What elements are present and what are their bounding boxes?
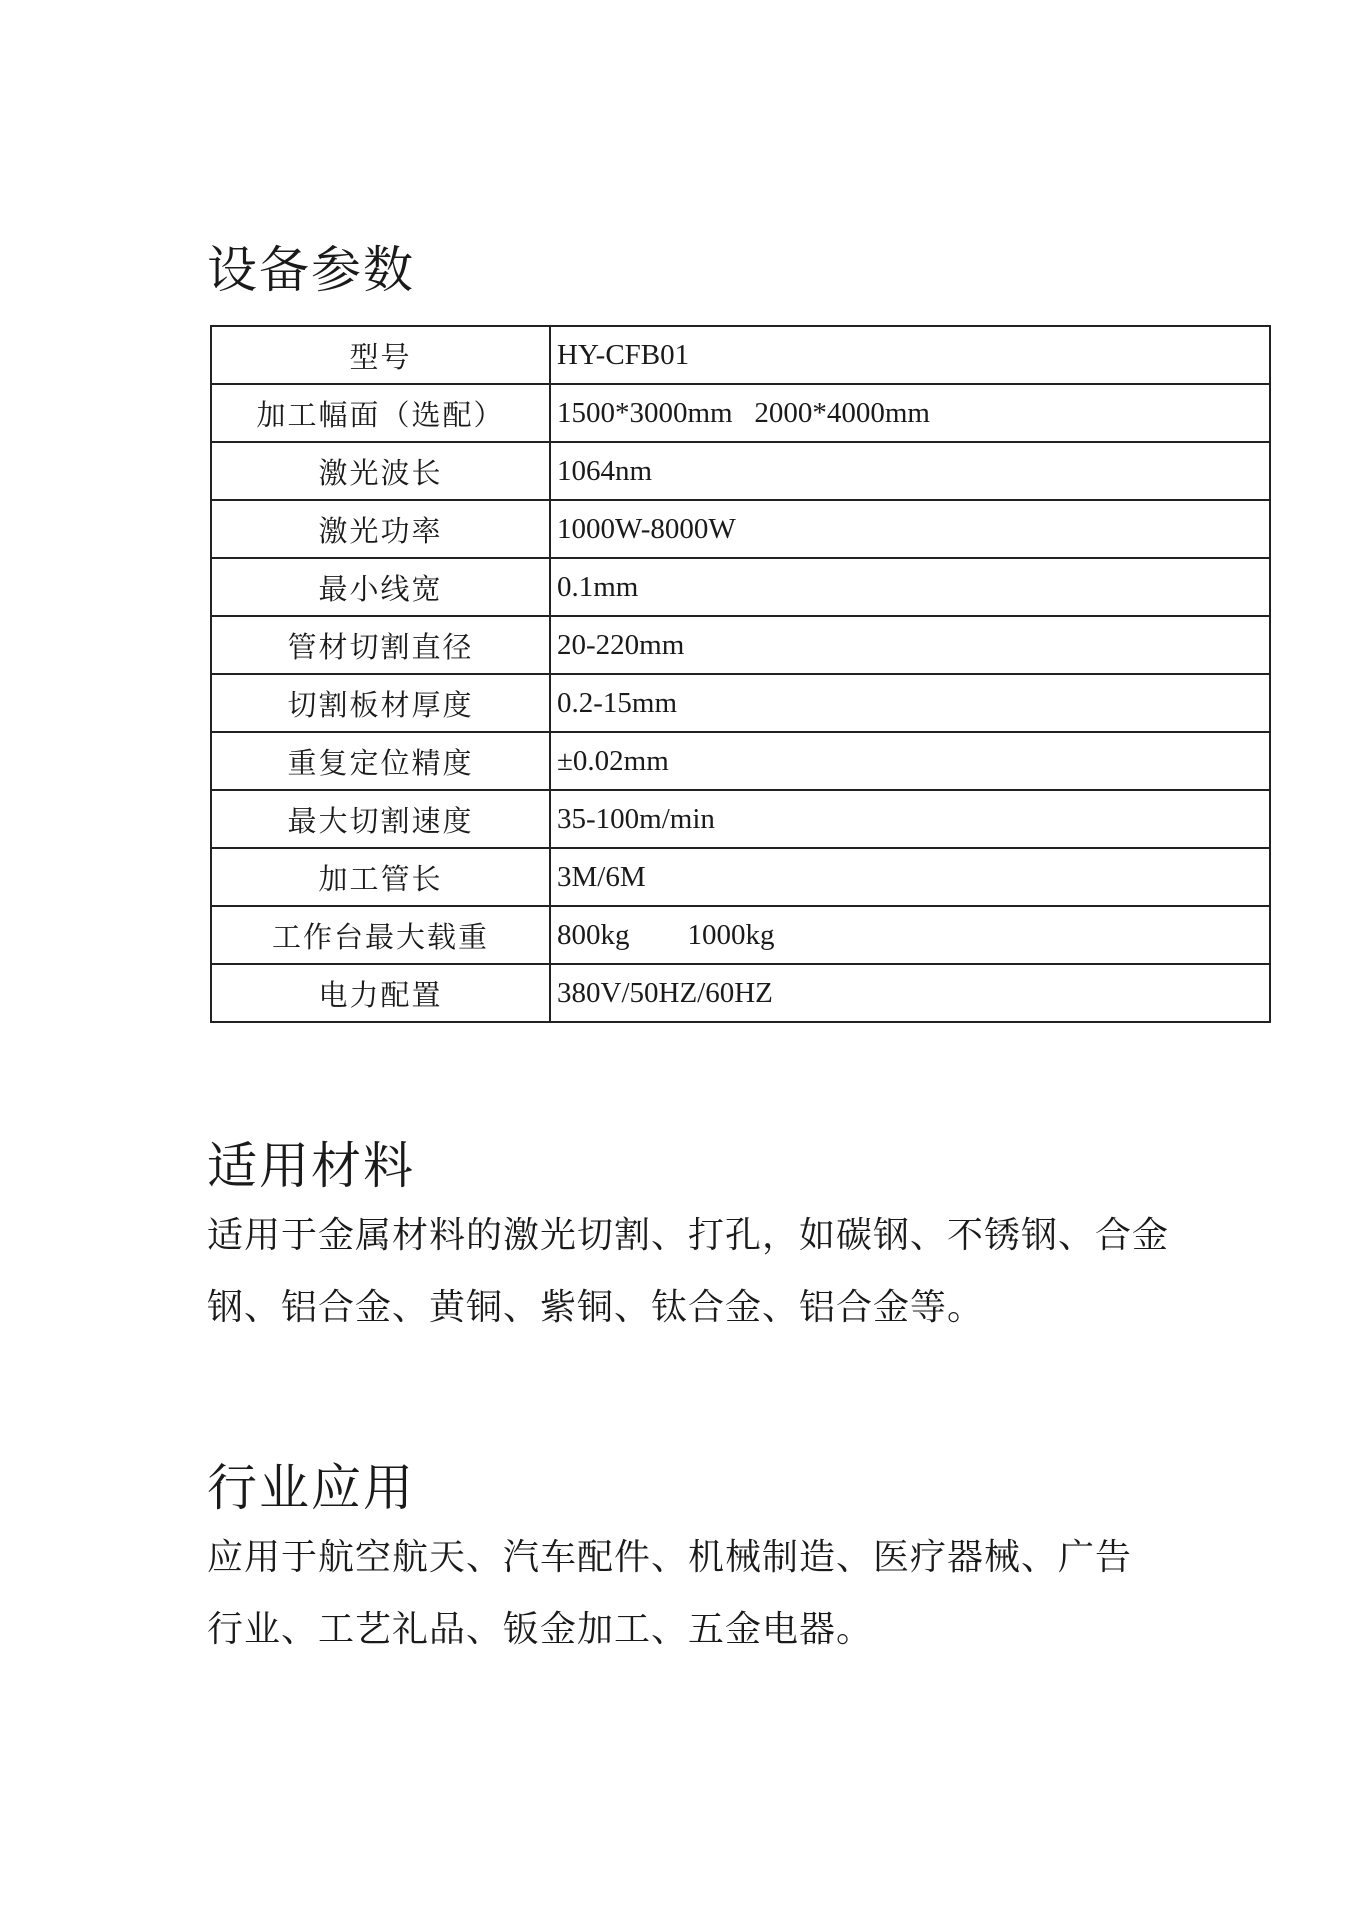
- table-row: [211, 848, 1270, 906]
- section-title-materials: 适用材料: [207, 1137, 415, 1195]
- materials-paragraph: [207, 1200, 1187, 1344]
- table-row: [211, 732, 1270, 790]
- row-value: 1500*3000mm 2000*4000mm: [550, 384, 1270, 442]
- row-label: 激光功率: [211, 500, 550, 558]
- table-row: [211, 674, 1270, 732]
- row-value: 3M/6M: [550, 848, 1270, 906]
- table-row: [211, 790, 1270, 848]
- row-label: 激光波长: [211, 442, 550, 500]
- row-label: 切割板材厚度: [211, 674, 550, 732]
- table-row: [211, 616, 1270, 674]
- row-label: 加工管长: [211, 848, 550, 906]
- row-label: 最小线宽: [211, 558, 550, 616]
- paragraph-line: 应用于航空航天、汽车配件、机械制造、医疗器械、广告: [207, 1537, 1133, 1578]
- table-row: [211, 500, 1270, 558]
- paragraph-line: 行业、工艺礼品、钣金加工、五金电器。: [207, 1609, 874, 1650]
- row-value: ±0.02mm: [550, 732, 1270, 790]
- table-row: [211, 326, 1270, 384]
- row-label: 最大切割速度: [211, 790, 550, 848]
- table-row: [211, 964, 1270, 1022]
- row-value: 20-220mm: [550, 616, 1270, 674]
- row-value: 1000W-8000W: [550, 500, 1270, 558]
- row-value: 0.1mm: [550, 558, 1270, 616]
- row-value: 380V/50HZ/60HZ: [550, 964, 1270, 1022]
- row-label: 重复定位精度: [211, 732, 550, 790]
- section-title-applications: 行业应用: [207, 1459, 415, 1517]
- row-value: 1064nm: [550, 442, 1270, 500]
- section-title-params: 设备参数: [207, 241, 415, 299]
- table-row: [211, 442, 1270, 500]
- row-value: HY-CFB01: [550, 326, 1270, 384]
- paragraph-line: 适用于金属材料的激光切割、打孔，如碳钢、不锈钢、合金: [207, 1215, 1170, 1256]
- row-label: 电力配置: [211, 964, 550, 1022]
- paragraph-line: 钢、铝合金、黄铜、紫铜、钛合金、铝合金等。: [207, 1287, 985, 1328]
- table-row: [211, 384, 1270, 442]
- row-value: 800kg 1000kg: [550, 906, 1270, 964]
- row-label: 工作台最大载重: [211, 906, 550, 964]
- spec-table: [210, 325, 1271, 1023]
- row-value: 35-100m/min: [550, 790, 1270, 848]
- table-row: [211, 906, 1270, 964]
- row-label: 加工幅面（选配）: [211, 384, 550, 442]
- applications-paragraph: [207, 1522, 1187, 1666]
- row-label: 管材切割直径: [211, 616, 550, 674]
- row-value: 0.2-15mm: [550, 674, 1270, 732]
- table-row: [211, 558, 1270, 616]
- row-label: 型号: [211, 326, 550, 384]
